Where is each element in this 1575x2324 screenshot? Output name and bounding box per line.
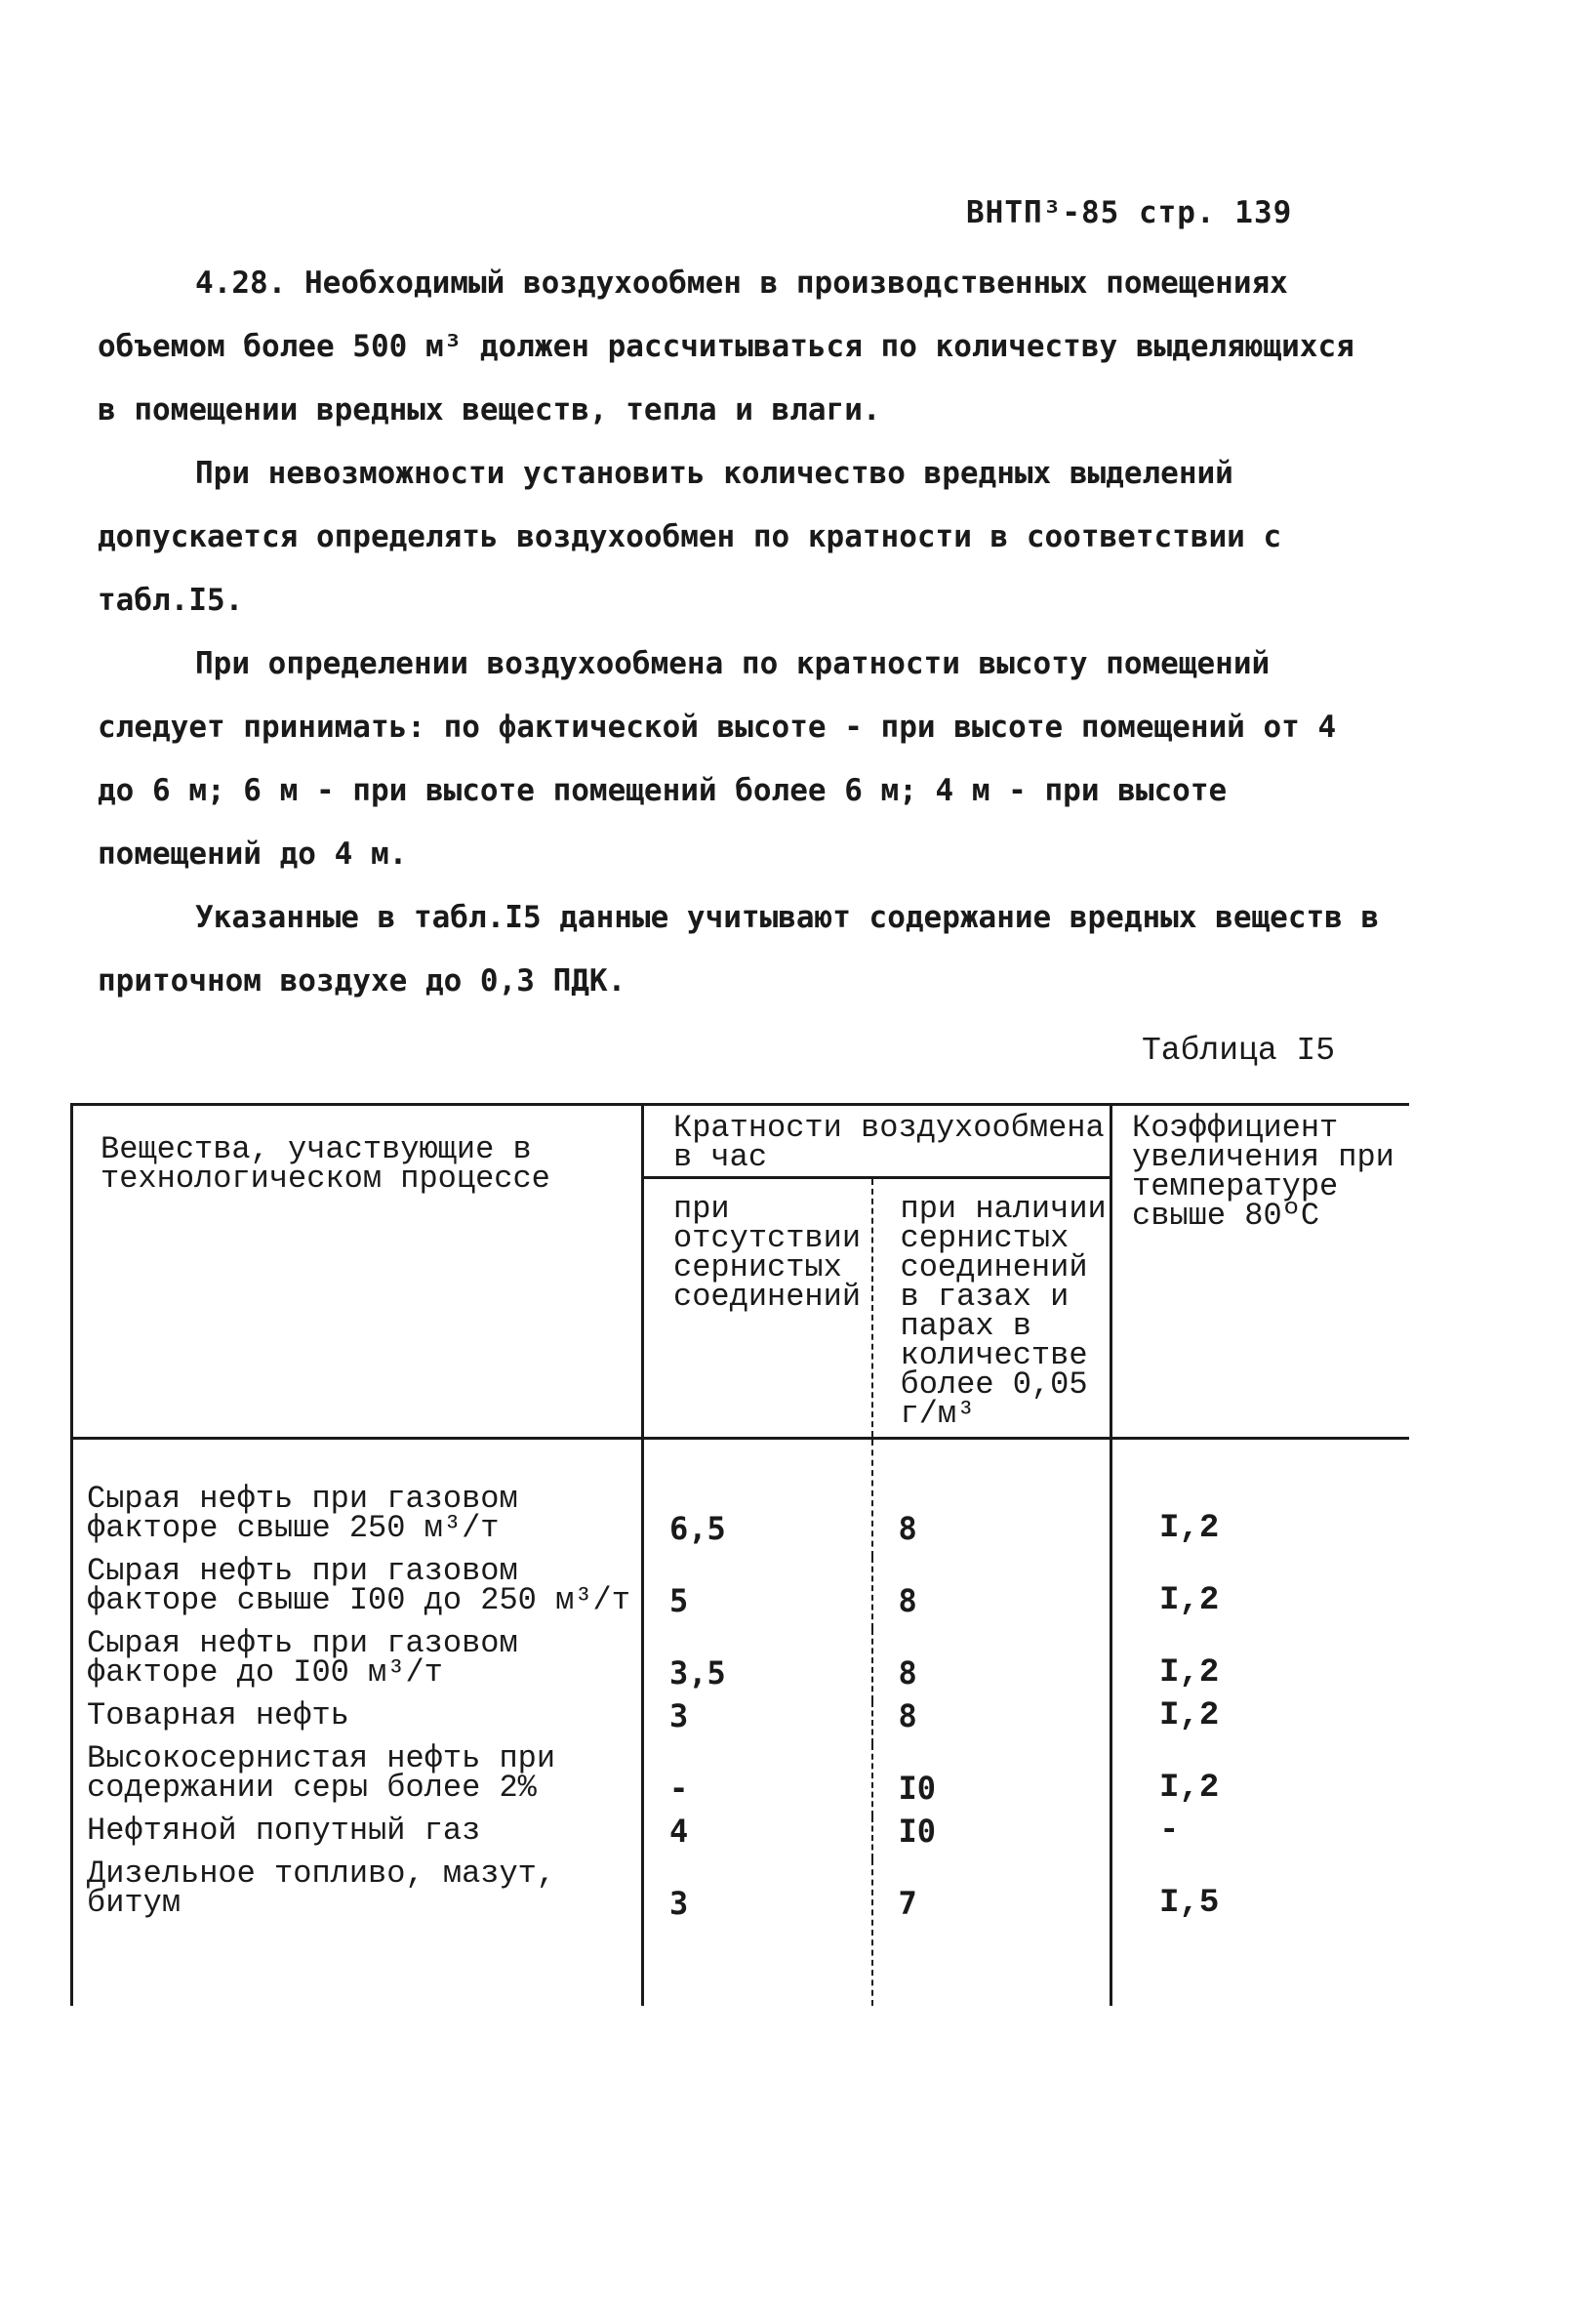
table-row <box>72 1816 1409 1859</box>
table-row <box>72 1859 1409 2006</box>
cell-rate-sulfur: 8 <box>872 1439 1111 1558</box>
cell-rate-sulfur: I0 <box>872 1816 1111 1859</box>
page-header: ВНТП³-85 стр. 139 <box>966 195 1293 230</box>
cell-coefficient: - <box>1111 1816 1409 1859</box>
cell-rate-no-sulfur: 3 <box>643 1701 872 1744</box>
cell-rate-no-sulfur: 3,5 <box>643 1629 872 1701</box>
cell-coefficient: I,2 <box>1111 1744 1409 1816</box>
cell-rate-sulfur: I0 <box>872 1744 1111 1816</box>
header-rate-no-sulfur: при отсутствии сернистых соединений <box>643 1178 872 1439</box>
cell-coefficient: I,2 <box>1111 1701 1409 1744</box>
cell-substance: Товарная нефть <box>72 1701 643 1744</box>
cell-rate-no-sulfur: 5 <box>643 1557 872 1629</box>
cell-coefficient: I,5 <box>1111 1859 1409 2006</box>
table-row <box>72 1744 1409 1816</box>
paragraph-rate-permission: При невозможности установить количество вредных выделений допускается определять воздухообмен по кратности в соответствии с табл.I5. <box>98 456 1282 618</box>
cell-substance: Сырая нефть при газовом факторе свыше I00 до 250 м³/т <box>72 1557 643 1629</box>
cell-rate-no-sulfur: 3 <box>643 1859 872 2006</box>
cell-substance: Сырая нефть при газовом факторе до I00 м³/т <box>72 1629 643 1701</box>
cell-rate-sulfur: 8 <box>872 1701 1111 1744</box>
cell-rate-sulfur: 8 <box>872 1557 1111 1629</box>
table-row <box>72 1557 1409 1629</box>
table-row <box>72 1439 1409 1558</box>
cell-substance: Высокосернистая нефть при содержании серы более 2% <box>72 1744 643 1816</box>
header-rate-group: Кратности воздухообмена в час <box>643 1105 1111 1178</box>
paragraph-table-note: Указанные в табл.I5 данные учитывают содержание вредных веществ в приточном воздухе до 0,3 ПДК. <box>98 900 1380 999</box>
cell-rate-no-sulfur: 6,5 <box>643 1439 872 1558</box>
cell-substance: Дизельное топливо, мазут, битум <box>72 1859 643 2006</box>
air-exchange-table <box>70 1103 1409 2006</box>
cell-coefficient: I,2 <box>1111 1629 1409 1701</box>
cell-substance: Нефтяной попутный газ <box>72 1816 643 1859</box>
table-caption: Таблица I5 <box>1142 1033 1336 1069</box>
cell-coefficient: I,2 <box>1111 1439 1409 1558</box>
cell-rate-sulfur: 8 <box>872 1629 1111 1701</box>
paragraph-room-height: При определении воздухообмена по кратности высоту помещений следует принимать: по фактической высоте - при высоте помещений от 4 до 6 м; 6 м - при высоте помещений более 6 м; 4 м - при высоте помещений до 4 м. <box>98 646 1337 872</box>
cell-coefficient: I,2 <box>1111 1557 1409 1629</box>
header-coefficient: Коэффициент увеличения при температуре свыше 80ºС <box>1111 1105 1409 1439</box>
cell-rate-no-sulfur: - <box>643 1744 872 1816</box>
header-substances: Вещества, участвующие в технологическом процессе <box>72 1105 643 1439</box>
paragraph-4-28: 4.28. Необходимый воздухообмен в производственных помещениях объемом более 500 м³ должен рассчитываться по количеству выделяющихся в помещении вредных веществ, тепла и влаги. <box>98 265 1354 428</box>
cell-substance: Сырая нефть при газовом факторе свыше 250 м³/т <box>72 1439 643 1558</box>
table-row <box>72 1629 1409 1701</box>
table-row <box>72 1701 1409 1744</box>
header-rate-sulfur: при наличии сернистых соединений в газах и парах в количестве более 0,05 г/м³ <box>872 1178 1111 1439</box>
cell-rate-no-sulfur: 4 <box>643 1816 872 1859</box>
cell-rate-sulfur: 7 <box>872 1859 1111 2006</box>
